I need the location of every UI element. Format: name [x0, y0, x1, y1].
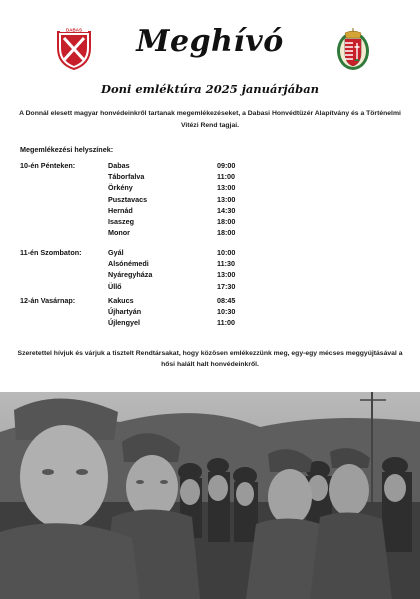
- schedule-time: 13:00: [217, 270, 236, 280]
- schedule-time: 17:30: [217, 281, 236, 291]
- schedule-place: Újlengyel: [108, 318, 140, 328]
- schedule-place: Nyáregyháza: [108, 270, 153, 280]
- schedule-time: 10:00: [217, 248, 236, 257]
- schedule-place: Táborfalva: [108, 172, 145, 182]
- schedule-place: Hernád: [108, 205, 133, 215]
- schedule-place: Örkény: [108, 183, 133, 193]
- places-heading: Megemlékezési helyszínek:: [20, 145, 114, 154]
- header: [0, 0, 420, 80]
- schedule-day: 12-án Vasárnap:: [20, 296, 76, 305]
- schedule-time: 13:00: [217, 183, 236, 193]
- schedule-place: Újhartyán: [108, 307, 142, 317]
- page-title: Meghívó: [136, 24, 284, 59]
- schedule-place: Alsónémedi: [108, 259, 149, 269]
- schedule-time: 08:45: [217, 296, 236, 305]
- schedule-place: Dabas: [108, 161, 130, 170]
- schedule-day: 10-én Pénteken:: [20, 161, 76, 170]
- schedule-place: Üllő: [108, 281, 122, 291]
- soldiers-photo: [0, 392, 420, 599]
- schedule-time: 13:00: [217, 194, 236, 204]
- schedule-time: 09:00: [217, 161, 236, 170]
- schedule-time: 14:30: [217, 205, 236, 215]
- event-subtitle: Doni emléktúra 2025 januárjában: [100, 82, 320, 96]
- schedule-place: Kakucs: [108, 296, 134, 305]
- schedule-time: 10:30: [217, 307, 236, 317]
- schedule-place: Pusztavacs: [108, 194, 148, 204]
- schedule-time: 11:00: [217, 172, 235, 182]
- schedule-time: 18:00: [217, 216, 236, 226]
- schedule-time: 11:00: [217, 318, 235, 328]
- closing-text: Szeretettel hívjuk és várjuk a tisztelt Rendtársakat, hogy közösen emlékezzünk meg, egy-egy mécses meggyújtásával a hősi halált halt honvédeinkről.: [17, 350, 403, 368]
- schedule-place: Isaszeg: [108, 216, 134, 226]
- schedule-day: 11-én Szombaton:: [20, 248, 82, 257]
- hungarian-coat-of-arms-icon: [336, 27, 370, 71]
- schedule-place: Gyál: [108, 248, 124, 257]
- schedule-place: Monor: [108, 228, 130, 238]
- intro-text: A Donnál elesett magyar honvédeinkről tartanak megemlékezéseket, a Dabasi Honvédtüzér Alapítvány és a Történelmi Vitézi Rend tagjai.: [19, 110, 401, 129]
- logo-left-text: DABAS: [65, 27, 83, 33]
- schedule-time: 18:00: [217, 228, 236, 238]
- schedule-time: 11:30: [217, 259, 235, 269]
